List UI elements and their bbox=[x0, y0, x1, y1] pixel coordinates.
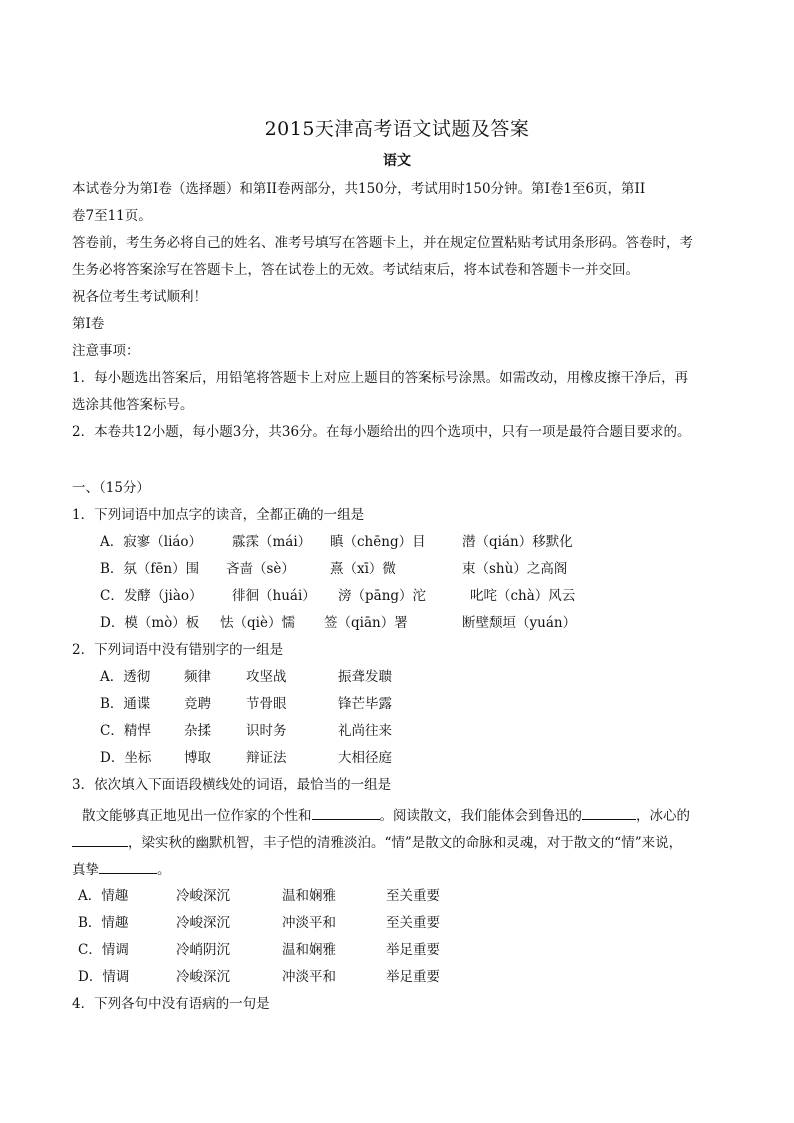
option-b-word: 至关重要 bbox=[386, 915, 440, 931]
passage-text: 真挚 bbox=[72, 862, 99, 878]
fill-blank bbox=[72, 833, 128, 847]
option-c-word: 礼尚往来 bbox=[338, 723, 392, 739]
option-d-word: D．模（mò）板 bbox=[100, 615, 200, 631]
option-c-word: C．精悍 bbox=[100, 723, 151, 739]
passage-line bbox=[82, 806, 690, 825]
option-d-word: 举足重要 bbox=[386, 969, 440, 985]
option-a-word: 霡霂（mái） bbox=[232, 534, 312, 550]
option-c-word: 温和娴雅 bbox=[282, 942, 336, 958]
option-a-word: 瞋（chēng）目 bbox=[330, 534, 426, 550]
question-stem: 2．下列词语中没有错别字的一组是 bbox=[72, 642, 284, 658]
note-item: 2．本卷共12小题，每小题3分，共36分。在每小题给出的四个选项中，只有一项是最符合题目要求的。 bbox=[72, 424, 691, 440]
question-stem: 1．下列词语中加点字的读音，全都正确的一组是 bbox=[72, 507, 365, 523]
intro-line: 生务必将答案涂写在答题卡上，答在试卷上的无效。考试结束后，将本试卷和答题卡一并交回。 bbox=[72, 262, 639, 278]
option-b-word: 束（shù）之高阁 bbox=[462, 561, 568, 577]
option-d-word: 博取 bbox=[184, 750, 211, 766]
option-c-word: 叱咤（chà）风云 bbox=[470, 588, 576, 604]
option-a-word: 潜（qián）移默化 bbox=[462, 534, 573, 550]
option-b-word: B．通谍 bbox=[100, 696, 151, 712]
option-c-word: 冷峭阴沉 bbox=[176, 942, 230, 958]
option-b-word: 锋芒毕露 bbox=[338, 696, 392, 712]
option-d-word: 大相径庭 bbox=[338, 750, 392, 766]
passage-text: 。阅读散文，我们能体会到鲁迅的 bbox=[379, 808, 582, 824]
volume-heading: 第I卷 bbox=[72, 316, 105, 332]
option-b-word: 竞聘 bbox=[184, 696, 211, 712]
option-c-word: C．情调 bbox=[78, 942, 129, 958]
passage-text: ，冰心的 bbox=[636, 808, 690, 824]
intro-line: 本试卷分为第I卷（选择题）和第II卷两部分，共150分，考试用时150分钟。第I卷1至6页，第II bbox=[72, 181, 646, 197]
passage-text: 散文能够真正地见出一位作家的个性和 bbox=[82, 808, 312, 824]
passage-line bbox=[72, 833, 682, 852]
option-d-word: 冷峻深沉 bbox=[176, 969, 230, 985]
option-a-word: 冷峻深沉 bbox=[176, 888, 230, 904]
option-c-word: 举足重要 bbox=[386, 942, 440, 958]
option-b-word: B．氛（fēn）围 bbox=[100, 561, 200, 577]
option-d-word: 冲淡平和 bbox=[282, 969, 336, 985]
option-c-word: 徘徊（huái） bbox=[232, 588, 316, 604]
option-b-word: 冲淡平和 bbox=[282, 915, 336, 931]
intro-line: 答卷前，考生务必将自己的姓名、准考号填写在答题卡上，并在规定位置粘贴考试用条形码。答卷时，考 bbox=[72, 235, 693, 251]
fill-blank bbox=[582, 806, 636, 820]
option-b-word: 吝啬（sè） bbox=[226, 561, 295, 577]
option-d-word: D．情调 bbox=[78, 969, 130, 985]
option-a-word: A．寂寥（liáo） bbox=[100, 534, 203, 550]
passage-text: ，梁实秋的幽默机智，丰子恺的清雅淡泊。“情”是散文的命脉和灵魂，对于散文的“情”来说， bbox=[128, 835, 683, 851]
note-item: 选涂其他答案标号。 bbox=[72, 397, 194, 413]
option-b-word: 冷峻深沉 bbox=[176, 915, 230, 931]
passage-text: 。 bbox=[157, 862, 171, 878]
option-a-word: 频律 bbox=[184, 669, 211, 685]
option-d-word: 怯（qiè）懦 bbox=[220, 615, 295, 631]
option-c-word: 识时务 bbox=[246, 723, 287, 739]
question-stem: 3．依次填入下面语段横线处的词语，最恰当的一组是 bbox=[72, 777, 392, 793]
question-stem: 4．下列各句中没有语病的一句是 bbox=[72, 996, 270, 1012]
option-a-word: A．透彻 bbox=[100, 669, 151, 685]
option-b-word: 熹（xī）微 bbox=[330, 561, 396, 577]
section-heading: 一、（15分） bbox=[72, 480, 150, 496]
option-d-word: D．坐标 bbox=[100, 750, 152, 766]
option-d-word: 断壁颓垣（yuán） bbox=[462, 615, 577, 631]
fill-blank bbox=[99, 860, 157, 874]
notes-heading: 注意事项： bbox=[72, 343, 140, 359]
option-a-word: 攻坚战 bbox=[246, 669, 287, 685]
option-b-word: B．情趣 bbox=[78, 915, 129, 931]
option-a-word: A．情趣 bbox=[78, 888, 129, 904]
intro-line: 祝各位考生考试顺利！ bbox=[72, 289, 207, 305]
intro-line: 卷7至11页。 bbox=[72, 208, 152, 224]
option-c-word: C．发酵（jiào） bbox=[100, 588, 203, 604]
option-a-word: 温和娴雅 bbox=[282, 888, 336, 904]
option-d-word: 辩证法 bbox=[246, 750, 287, 766]
document-title: 2015天津高考语文试题及答案 bbox=[264, 118, 530, 140]
subject-heading: 语文 bbox=[383, 153, 411, 169]
option-d-word: 签（qiān）署 bbox=[324, 615, 408, 631]
option-b-word: 节骨眼 bbox=[246, 696, 287, 712]
option-a-word: 至关重要 bbox=[386, 888, 440, 904]
option-c-word: 杂揉 bbox=[184, 723, 211, 739]
fill-blank bbox=[312, 806, 380, 820]
note-item: 1．每小题选出答案后，用铅笔将答题卡上对应上题目的答案标号涂黑。如需改动，用橡皮擦干净后，再 bbox=[72, 370, 689, 386]
option-a-word: 振聋发聩 bbox=[338, 669, 392, 685]
passage-line bbox=[72, 860, 171, 879]
option-c-word: 滂（pāng）沱 bbox=[338, 588, 427, 604]
